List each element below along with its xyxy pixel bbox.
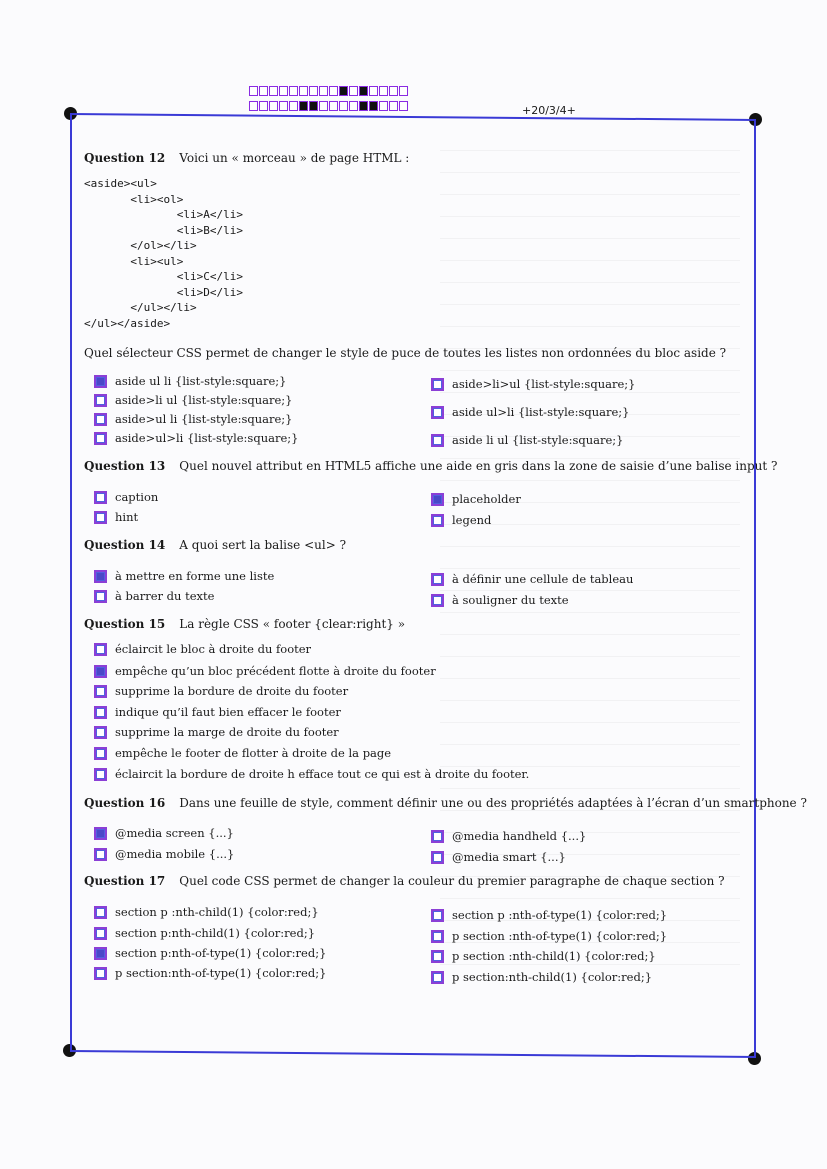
q15-option-3[interactable] [94, 684, 348, 698]
barcode-cell [359, 101, 368, 111]
barcode-cell [319, 86, 328, 96]
question-prompt: Quel nouvel attribut en HTML5 affiche une aide en gris dans la zone de saisie d’une balise input ? [179, 459, 778, 473]
q15-option-1[interactable] [94, 642, 311, 656]
q17-option-8[interactable] [431, 970, 652, 984]
answer-checkbox[interactable] [94, 848, 107, 861]
show-through-background [440, 150, 740, 970]
question-15-title [84, 617, 405, 631]
answer-label: caption [115, 490, 159, 504]
frame-bottom [70, 1050, 756, 1057]
answer-label: aside li ul {list-style:square;} [452, 433, 624, 447]
question-number: Question 17 [84, 874, 166, 888]
q12-option-1[interactable] [94, 374, 287, 388]
q16-option-3[interactable] [431, 829, 586, 843]
q13-option-4[interactable] [431, 513, 491, 527]
answer-label: legend [452, 513, 492, 527]
answer-label: à souligner du texte [452, 593, 569, 607]
barcode-cell [379, 86, 388, 96]
answer-checkbox[interactable] [94, 906, 107, 919]
barcode-cell [369, 101, 378, 111]
answer-checkbox[interactable] [94, 643, 107, 656]
answer-label: indique qu’il faut bien effacer le footer [115, 705, 341, 719]
q15-option-5[interactable] [94, 725, 339, 739]
question-number: Question 15 [84, 617, 166, 631]
answer-checkbox[interactable] [94, 491, 107, 504]
answer-checkbox[interactable] [94, 726, 107, 739]
answer-checkbox[interactable] [94, 747, 107, 760]
answer-label: aside ul>li {list-style:square;} [452, 405, 630, 419]
answer-checkbox[interactable] [431, 434, 444, 447]
answer-checkbox[interactable] [94, 570, 107, 583]
q12-option-6[interactable] [431, 405, 629, 419]
question-number: Question 14 [84, 538, 166, 552]
answer-label: éclaircit le bloc à droite du footer [115, 642, 312, 656]
question-prompt: Quel code CSS permet de changer la couleur du premier paragraphe de chaque section ? [179, 874, 725, 888]
barcode-row-1 [249, 86, 408, 96]
barcode-cell [299, 86, 308, 96]
answer-checkbox[interactable] [94, 413, 107, 426]
answer-checkbox[interactable] [431, 594, 444, 607]
answer-label: à définir une cellule de tableau [452, 572, 634, 586]
answer-label: p section:nth-child(1) {color:red;} [452, 970, 653, 984]
answer-checkbox[interactable] [431, 406, 444, 419]
barcode-cell [389, 86, 398, 96]
barcode-cell [309, 101, 318, 111]
barcode-row-2 [249, 101, 408, 111]
barcode-cell [399, 86, 408, 96]
answer-label: @media screen {...} [115, 826, 234, 840]
answer-checkbox[interactable] [431, 573, 444, 586]
q17-option-7[interactable] [431, 949, 656, 963]
q16-option-2[interactable] [94, 847, 234, 861]
answer-label: p section :nth-child(1) {color:red;} [452, 949, 656, 963]
answer-label: empêche le footer de flotter à droite de la page [115, 746, 392, 760]
answer-checkbox[interactable] [431, 378, 444, 391]
q13-option-1[interactable] [94, 490, 158, 504]
barcode-cell [269, 86, 278, 96]
barcode-cell [349, 101, 358, 111]
barcode-cell [299, 101, 308, 111]
answer-label: @media mobile {...} [115, 847, 235, 861]
answer-label: aside>ul li {list-style:square;} [115, 412, 293, 426]
q12-option-2[interactable] [94, 393, 292, 407]
question-12-title [84, 151, 409, 165]
barcode-cell [269, 101, 278, 111]
question-16-title [84, 796, 807, 810]
barcode-cell [289, 86, 298, 96]
barcode-cell [389, 101, 398, 111]
answer-checkbox[interactable] [94, 947, 107, 960]
answer-checkbox[interactable] [431, 830, 444, 843]
answer-label: aside>ul>li {list-style:square;} [115, 431, 299, 445]
q16-option-4[interactable] [431, 850, 566, 864]
answer-checkbox[interactable] [431, 950, 444, 963]
barcode-cell [349, 86, 358, 96]
barcode-cell [289, 101, 298, 111]
answer-checkbox[interactable] [431, 971, 444, 984]
q12-option-3[interactable] [94, 412, 292, 426]
barcode-cell [359, 86, 368, 96]
question-17-title [84, 874, 725, 888]
answer-checkbox[interactable] [94, 511, 107, 524]
answer-label: à mettre en forme une liste [115, 569, 275, 583]
answer-checkbox[interactable] [94, 706, 107, 719]
answer-checkbox[interactable] [94, 827, 107, 840]
question-14-title [84, 538, 346, 552]
barcode-cell [279, 101, 288, 111]
answer-label: supprime la bordure de droite du footer [115, 684, 349, 698]
answer-checkbox[interactable] [431, 851, 444, 864]
q14-option-4[interactable] [431, 593, 569, 607]
answer-checkbox[interactable] [431, 493, 444, 506]
q17-option-5[interactable] [431, 908, 667, 922]
answer-label: aside ul li {list-style:square;} [115, 374, 287, 388]
question-prompt: La règle CSS « footer {clear:right} » [179, 617, 406, 631]
q15-option-2[interactable] [94, 664, 436, 678]
q12-option-4[interactable] [94, 431, 298, 445]
q14-option-2[interactable] [94, 589, 214, 603]
barcode-cell [369, 86, 378, 96]
answer-label: placeholder [452, 492, 521, 506]
barcode-cell [339, 86, 348, 96]
answer-label: supprime la marge de droite du footer [115, 725, 339, 739]
answer-label: @media smart {...} [452, 850, 566, 864]
answer-checkbox[interactable] [431, 930, 444, 943]
answer-checkbox[interactable] [431, 514, 444, 527]
q15-option-7[interactable] [94, 767, 529, 781]
barcode-cell [249, 86, 258, 96]
answer-label: éclaircit la bordure de droite h efface tout ce qui est à droite du footer. [115, 767, 530, 781]
q14-option-1[interactable] [94, 569, 274, 583]
q17-option-2[interactable] [94, 926, 315, 940]
page-id: +20/3/4+ [522, 104, 576, 117]
barcode-cell [319, 101, 328, 111]
q12-option-5[interactable] [431, 377, 635, 391]
answer-checkbox[interactable] [94, 375, 107, 388]
q17-option-6[interactable] [431, 929, 667, 943]
answer-label: empêche qu’un bloc précédent flotte à droite du footer [115, 664, 436, 678]
answer-checkbox[interactable] [94, 394, 107, 407]
q15-option-4[interactable] [94, 705, 341, 719]
q17-option-1[interactable] [94, 905, 319, 919]
barcode-cell [259, 101, 268, 111]
question-number: Question 16 [84, 796, 166, 810]
q14-option-3[interactable] [431, 572, 633, 586]
answer-checkbox[interactable] [94, 590, 107, 603]
barcode-cell [329, 101, 338, 111]
barcode-cell [399, 101, 408, 111]
answer-label: @media handheld {...} [452, 829, 587, 843]
q17-option-3[interactable] [94, 946, 326, 960]
answer-label: section p:nth-child(1) {color:red;} [115, 926, 316, 940]
question-prompt: Voici un « morceau » de page HTML : [179, 151, 410, 165]
barcode-cell [259, 86, 268, 96]
answer-checkbox[interactable] [94, 432, 107, 445]
answer-label: p section :nth-of-type(1) {color:red;} [452, 929, 668, 943]
frame-right [754, 119, 756, 1058]
q13-option-3[interactable] [431, 492, 521, 506]
q17-option-4[interactable] [94, 966, 326, 980]
question-prompt: A quoi sert la balise <ul> ? [179, 538, 346, 552]
answer-checkbox[interactable] [94, 665, 107, 678]
question-number: Question 12 [84, 151, 166, 165]
q15-option-6[interactable] [94, 746, 391, 760]
answer-checkbox[interactable] [94, 768, 107, 781]
barcode-cell [249, 101, 258, 111]
barcode-cell [379, 101, 388, 111]
answer-checkbox[interactable] [431, 909, 444, 922]
answer-label: section p:nth-of-type(1) {color:red;} [115, 946, 327, 960]
answer-checkbox[interactable] [94, 967, 107, 980]
answer-label: hint [115, 510, 139, 524]
question-13-title [84, 459, 777, 473]
barcode-cell [329, 86, 338, 96]
answer-label: p section:nth-of-type(1) {color:red;} [115, 966, 327, 980]
q12-option-7[interactable] [431, 433, 624, 447]
question-prompt: Dans une feuille de style, comment définir une ou des propriétés adaptées à l’écran d’un smartphone ? [179, 796, 807, 810]
question-number: Question 13 [84, 459, 166, 473]
barcode-cell [279, 86, 288, 96]
question-12-text: Quel sélecteur CSS permet de changer le style de puce de toutes les listes non ordonnées du bloc aside ? [84, 346, 727, 360]
html-code-snippet: <aside><ul> <li><ol> <li>A</li> <li>B</li> </ol></li> <li><ul> <li>C</li> <li>D</li> </ul></li> </ul></aside> [84, 177, 243, 330]
answer-label: section p :nth-of-type(1) {color:red;} [452, 908, 668, 922]
answer-label: aside>li ul {list-style:square;} [115, 393, 293, 407]
frame-left [70, 113, 72, 1051]
answer-checkbox[interactable] [94, 927, 107, 940]
barcode-cell [339, 101, 348, 111]
answer-label: aside>li>ul {list-style:square;} [452, 377, 636, 391]
q13-option-2[interactable] [94, 510, 138, 524]
answer-label: à barrer du texte [115, 589, 215, 603]
barcode-cell [309, 86, 318, 96]
q16-option-1[interactable] [94, 826, 234, 840]
answer-label: section p :nth-child(1) {color:red;} [115, 905, 319, 919]
frame-top [70, 113, 756, 120]
answer-checkbox[interactable] [94, 685, 107, 698]
